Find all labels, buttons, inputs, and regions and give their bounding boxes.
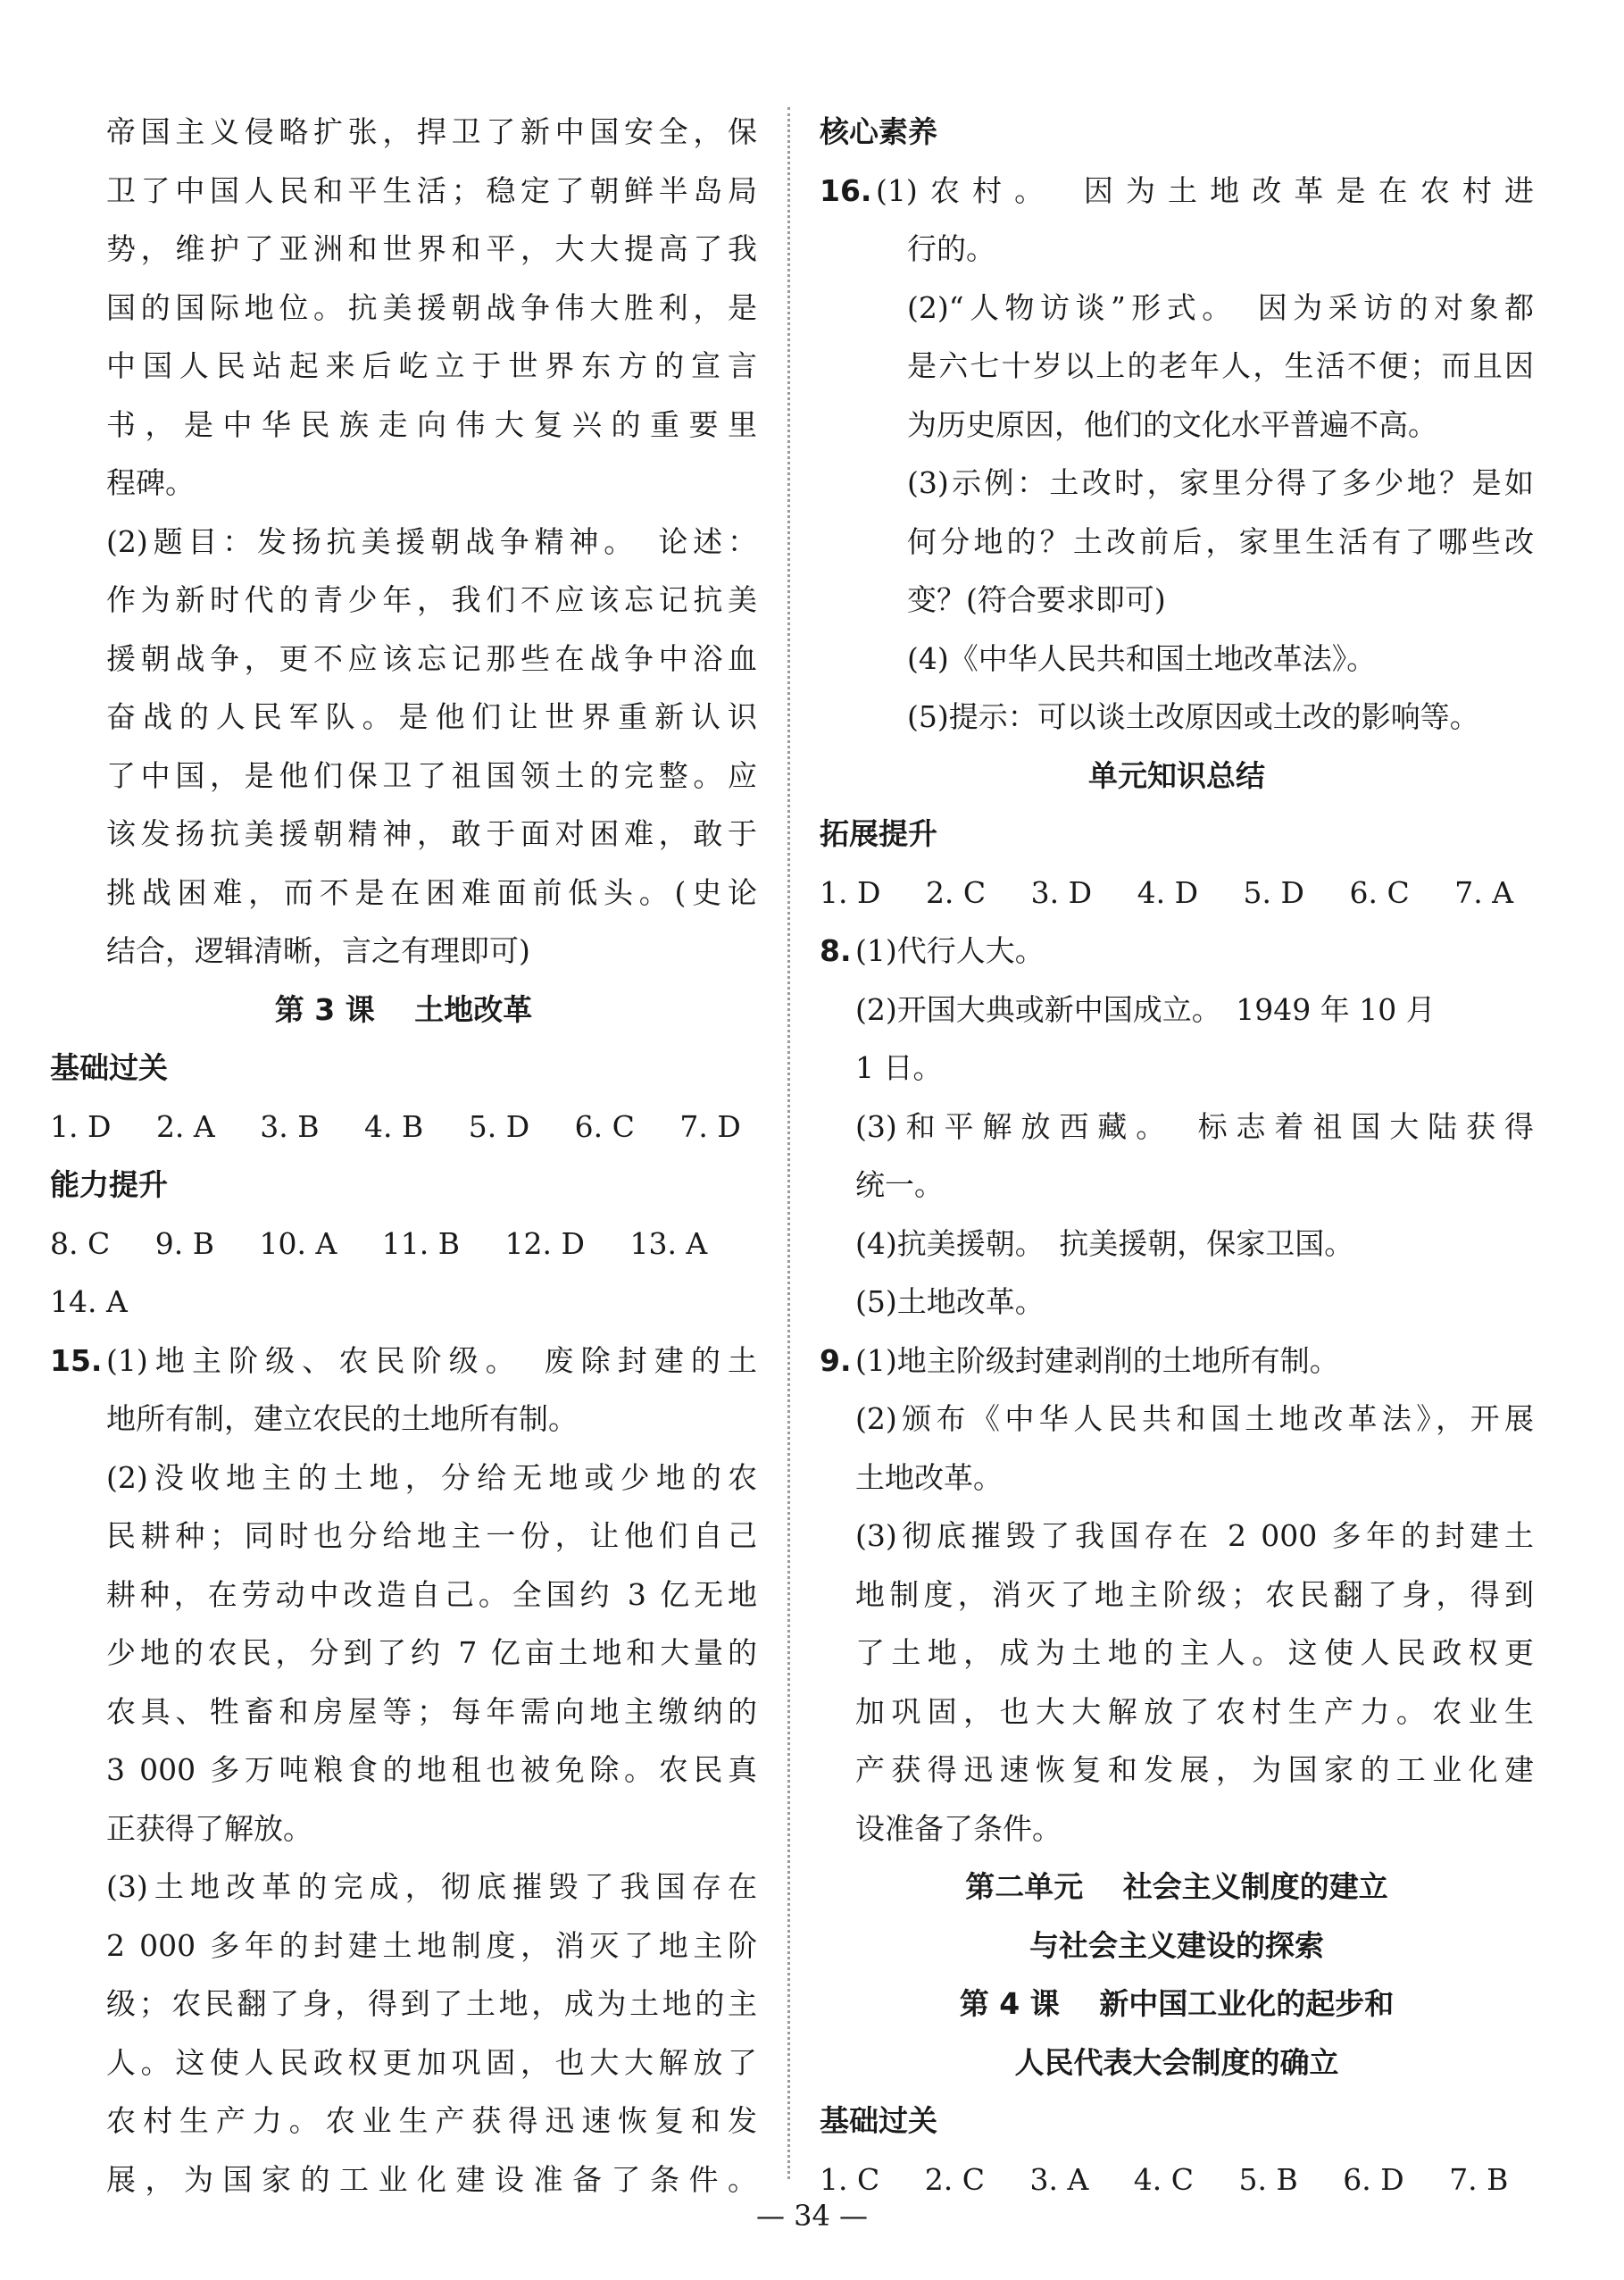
q8-line [820,922,1534,981]
q15-line: (2)没收地主的土地，分给无地或少地的农 [106,1459,757,1495]
answer-item: 10. A [259,1225,337,1261]
text-line: 势，维护了亚洲和世界和平，大大提高了我 [106,231,757,266]
unit-summary-title: 单元知识总结 [1088,757,1265,793]
answer-item: 2. C [924,2161,985,2197]
answer-item: 4. D [1137,874,1199,910]
q16-line: (2)“人物访谈”形式。 因为采访的对象都 [907,289,1534,325]
q15-number: 15. [50,1342,103,1378]
text-line: 结合，逻辑清晰，言之有理即可) [106,933,530,968]
q9-line: (3)彻底摧毁了我国存在 2 000 多年的封建土 [855,1518,1534,1553]
q16-line: 变？(符合要求即可) [907,582,1166,617]
q8-line: 1 日。 [855,1050,943,1085]
answer-item: 5. B [1238,2161,1298,2197]
text-line: 作为新时代的青少年，我们不应该忘记抗美 [106,582,757,617]
q9-line: (2)颁布《中华人民共和国土地改革法》，开展 [855,1401,1534,1436]
answer-item: 11. B [381,1225,461,1261]
text-line: 国的国际地位。抗美援朝战争伟大胜利，是 [106,289,757,325]
q16-line: 行的。 [907,231,995,266]
answer-item: 1. D [50,1108,112,1144]
q9-number: 9. [820,1342,852,1378]
q15-line: 展，为国家的工业化建设准备了条件。 [106,2161,757,2197]
q15-line: 人。这使人民政权更加巩固，也大大解放了 [106,2044,757,2080]
answer-item: 8. C [50,1225,111,1261]
right-column [820,103,1534,2209]
q16-number: 16. [820,172,872,208]
text-line: 书，是中华民族走向伟大复兴的重要里 [106,406,757,442]
q15-line: 2 000 多年的封建土地制度，消灭了地主阶 [106,1927,757,1963]
text-line: 了中国，是他们保卫了祖国领土的完整。应 [106,757,757,793]
text-line: 该发扬抗美援朝精神，敢于面对困难，敢于 [106,816,757,851]
text-line: (2)题目：发扬抗美援朝战争精神。 论述： [106,523,757,559]
answer-item: 7. B [1449,2161,1509,2197]
answer-item: 6. C [1349,874,1410,910]
q15-line [50,1332,757,1391]
text-line: 卫了中国人民和平生活；稳定了朝鲜半岛局 [106,172,757,208]
lesson3-title: 第 3 课 土地改革 [274,991,533,1027]
answer-item: 7. D [679,1108,741,1144]
q9-line: 地制度，消灭了地主阶级；农民翻了身，得到 [855,1576,1534,1612]
answer-item: 5. D [1243,874,1304,910]
q9-text: (1)地主阶级封建剥削的土地所有制。 [855,1342,1339,1378]
q9-line: 土地改革。 [855,1459,1003,1495]
answer-item: 5. D [468,1108,530,1144]
answer-item: 2. C [925,874,987,910]
answer-item: 3. A [1029,2161,1089,2197]
q15-line: 耕种，在劳动中改造自己。全国约 3 亿无地 [106,1576,757,1612]
q8-text: (1)代行人大。 [855,933,1045,968]
answer-item: 1. D [820,874,881,910]
ability-heading: 能力提升 [50,1167,168,1202]
expand-answers [820,864,1534,923]
q8-line: (4)抗美援朝。 抗美援朝，保家卫国。 [855,1225,1354,1261]
q8-number: 8. [820,933,852,968]
q8-line: (5)土地改革。 [855,1284,1045,1319]
q15-line: 民耕种；同时也分给地主一份，让他们自己 [106,1518,757,1553]
answer-item: 3. D [1030,874,1093,910]
answer-item: 2. A [155,1108,215,1144]
answer-item: 4. B [363,1108,424,1144]
q16-line: (5)提示：可以谈土改原因或土改的影响等。 [907,699,1479,734]
q15-line: 农具、牲畜和房屋等；每年需向地主缴纳的 [106,1693,757,1729]
text-line: 中国人民站起来后屹立于世界东方的宣言 [106,348,757,383]
text-line: 帝国主义侵略扩张，捍卫了新中国安全，保 [106,114,757,149]
answer-item: 1. C [820,2161,880,2197]
q15-line: 农村生产力。农业生产获得迅速恢复和发 [106,2103,757,2138]
q15-line: (3)土地改革的完成，彻底摧毁了我国存在 [106,1869,757,1904]
q16-line: 是六七十岁以上的老年人，生活不便；而且因 [907,348,1534,383]
answer-item: 6. C [574,1108,635,1144]
answer-item: 9. B [154,1225,214,1261]
lesson4-title: 第 4 课 新中国工业化的起步和 [959,1986,1395,2021]
core-heading: 核心素养 [820,114,937,149]
text-line: 奋战的人民军队。是他们让世界重新认识 [106,699,757,734]
expand-heading: 拓展提升 [820,816,937,851]
answer-item: 14. A [50,1284,128,1319]
lesson4-basic-heading: 基础过关 [820,2103,937,2138]
q16-line: (3)示例：土改时，家里分得了多少地？是如 [907,465,1534,500]
q16-line [820,162,1534,221]
answer-item: 4. C [1133,2161,1195,2197]
text-line: 挑战困难，而不是在困难面前低头。(史论 [106,874,757,910]
q15-line: 3 000 多万吨粮食的地租也被免除。农民真 [106,1752,757,1787]
ability-answers-cont [50,1273,757,1332]
q16-line: 何分地的？土改前后，家里生活有了哪些改 [907,523,1534,559]
q15-line: 级；农民翻了身，得到了土地，成为土地的主 [106,1986,757,2021]
unit2-subtitle: 与社会主义建设的探索 [1029,1927,1324,1963]
q8-line: (2)开国大典或新中国成立。 1949 年 10 月 [855,991,1436,1027]
q8-line: 统一。 [855,1167,944,1202]
answer-item: 6. D [1343,2161,1404,2197]
q15-text: (1)地主阶级、农民阶级。 废除封建的土 [106,1342,757,1378]
answer-item: 13. A [629,1225,708,1261]
q16-line: (4)《中华人民共和国土地改革法》。 [907,640,1377,676]
answer-item: 12. D [504,1225,585,1261]
q15-line: 正获得了解放。 [106,1810,312,1846]
left-column [50,103,757,2209]
q16-text: (1)农村。 因为土地改革是在农村进 [876,172,1534,208]
q16-line: 为历史原因，他们的文化水平普遍不高。 [907,406,1437,442]
q9-line [820,1332,1534,1391]
q15-line: 少地的农民，分到了约 7 亿亩土地和大量的 [106,1635,757,1670]
basic-answers [50,1098,757,1157]
page-number: — 34 — [755,2199,869,2233]
q9-line: 了土地，成为土地的主人。这使人民政权更 [855,1635,1534,1670]
q15-line: 地所有制，建立农民的土地所有制。 [106,1401,578,1436]
lesson4-subtitle: 人民代表大会制度的确立 [1014,2044,1339,2080]
answer-item: 7. A [1454,874,1514,910]
column-divider [787,107,790,2179]
unit2-title: 第二单元 社会主义制度的建立 [965,1869,1388,1904]
ability-answers [50,1215,757,1274]
q8-line: (3)和平解放西藏。 标志着祖国大陆获得 [855,1108,1534,1144]
q9-line: 产获得迅速恢复和发展，为国家的工业化建 [855,1752,1534,1787]
q9-line: 设准备了条件。 [855,1810,1062,1846]
text-line: 援朝战争，更不应该忘记那些在战争中浴血 [106,640,757,676]
text-line: 程碑。 [106,465,195,500]
basic-heading: 基础过关 [50,1050,168,1085]
q9-line: 加巩固，也大大解放了农村生产力。农业生 [855,1693,1534,1729]
answer-item: 3. B [260,1108,320,1144]
